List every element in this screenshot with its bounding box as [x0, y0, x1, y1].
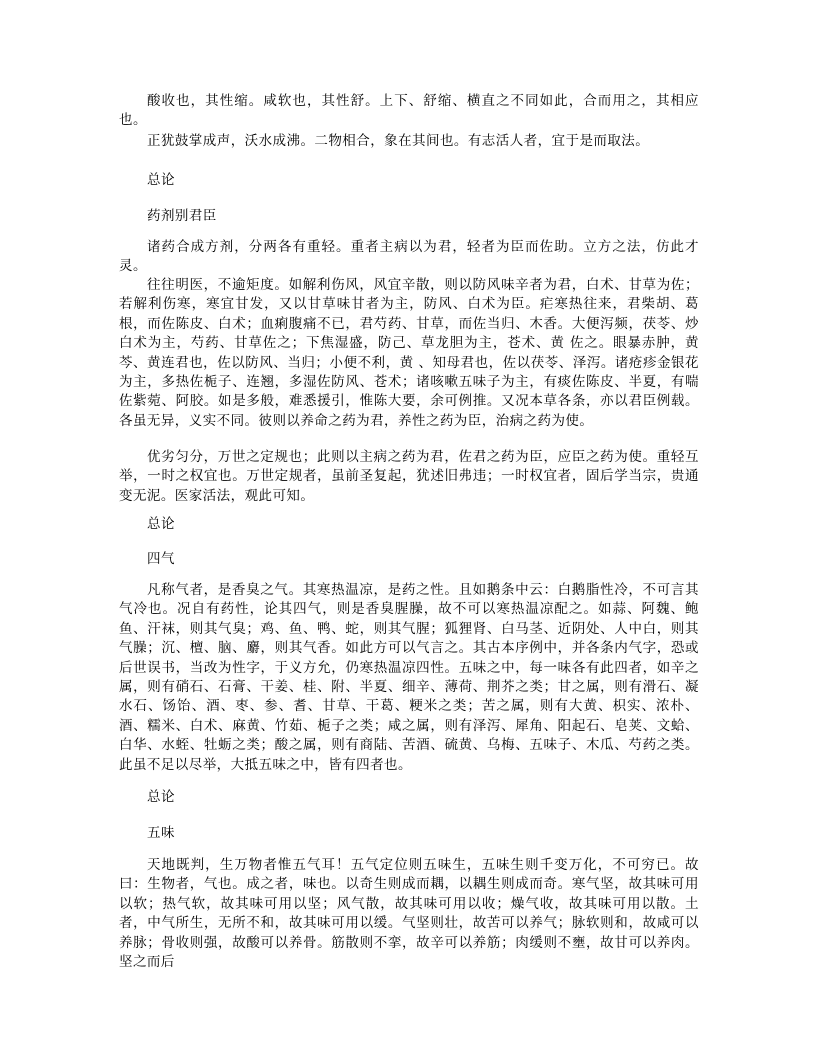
- section-subheading: 药剂别君臣: [147, 208, 217, 224]
- paragraph: 优劣匀分，万世之定规也；此则以主病之药为君，佐君之药为臣，应臣之药为使。重轻互举，一时之权宜也。万世定规者，虽前圣复起，犹述旧弗违；一时权宜者，固后学当宗，贵通变无泥。医家活法，观此可知。: [119, 449, 699, 504]
- section-heading: 总论: [147, 172, 175, 188]
- paragraph: 酸收也，其性缩。咸软也，其性舒。上下、舒缩、横直之不同如此，合而用之，其相应也。: [119, 93, 699, 129]
- paragraph: 诸药合成方剂，分两各有重轻。重者主病以为君，轻者为臣而佐助。立方之法，仿此才灵。: [119, 239, 699, 275]
- paragraph: 正犹鼓掌成声，沃水成沸。二物相合，象在其间也。有志活人者，宜于是而取法。: [147, 133, 650, 149]
- section-subheading: 四气: [147, 551, 175, 567]
- section-subheading: 五味: [147, 825, 175, 841]
- paragraph: 凡称气者，是香臭之气。其寒热温凉，是药之性。且如鹅条中云：白鹅脂性冷，不可言其气冷也。况自有药性，论其四气，则是香臭腥臊，故不可以寒热温凉配之。如蒜、阿魏、鲍鱼、汗袜，则其气臭；鸡、鱼、鸭、蛇，则其气腥；狐狸肾、白马茎、近阴处、人中白，则其气臊；沉、檀、脑、麝，则其气香。如此方可以气言之。其古本序例中，并各条内气字，恐或后世误书，当改为性字，于义方允，仍寒热温凉四性。五味之中，每一味各有此四者，如辛之属，则有硝石、石膏、干姜、桂、附、半夏、细辛、薄荷、荆芥之类；甘之属，则有滑石、凝水石、饧饴、酒、枣、参、耆、甘草、干葛、粳米之类；苦之属，则有大黄、枳实、浓朴、酒、糯米、白术、麻黄、竹茹、栀子之类；咸之属，则有泽泻、犀角、阳起石、皂荚、文蛤、白华、水蛭、牡蛎之类；酸之属，则有商陆、苦酒、硫黄、乌梅、五味子、木瓜、芍药之类。此虽不足以尽举，大抵五味之中，皆有四者也。: [119, 582, 699, 773]
- section-heading: 总论: [147, 789, 175, 805]
- paragraph: 往往明医，不逾矩度。如解利伤风，风宜辛散，则以防风味辛者为君，白术、甘草为佐；若解利伤寒，寒宜甘发，又以甘草味甘者为主，防风、白术为臣。疟寒热往来，君柴胡、葛根，而佐陈皮、白术；血痢腹痛不已，君芍药、甘草，而佐当归、木香。大便泻频，茯苓、炒白术为主，芍药、甘草佐之；下焦湿盛，防己、草龙胆为主，苍术、黄 佐之。眼暴赤肿，黄芩、黄连君也，佐以防风、当归；小便不利，黄 、知母君也，佐以茯苓、泽泻。诸疮疹金银花为主，多热佐栀子、连翘，多湿佐防风、苍术；诸咳嗽五味子为主，有痰佐陈皮、半夏，有喘佐紫菀、阿胶。如是多般，难悉援引，惟陈大要，余可例推。又况本草各条，亦以君臣例载。各虽无异，义实不同。彼则以养命之药为君，养性之药为臣，治病之药为使。: [119, 277, 699, 429]
- section-heading: 总论: [147, 516, 175, 532]
- paragraph: 天地既判，生万物者惟五气耳！五气定位则五味生，五味生则千变万化，不可穷已。故曰：生物者，气也。成之者，味也。以奇生则成而耦，以耦生则成而奇。寒气坚，故其味可用以软；热气软，故其味可用以坚；风气散，故其味可用以收；燥气收，故其味可用以散。土者，中气所生，无所不和，故其味可用以缓。气坚则壮，故苦可以养气；脉软则和，故咸可以养脉；骨收则强，故酸可以养骨。筋散则不挛，故辛可以养筋；肉缓则不壅，故甘可以养肉。坚之而后: [119, 857, 699, 971]
